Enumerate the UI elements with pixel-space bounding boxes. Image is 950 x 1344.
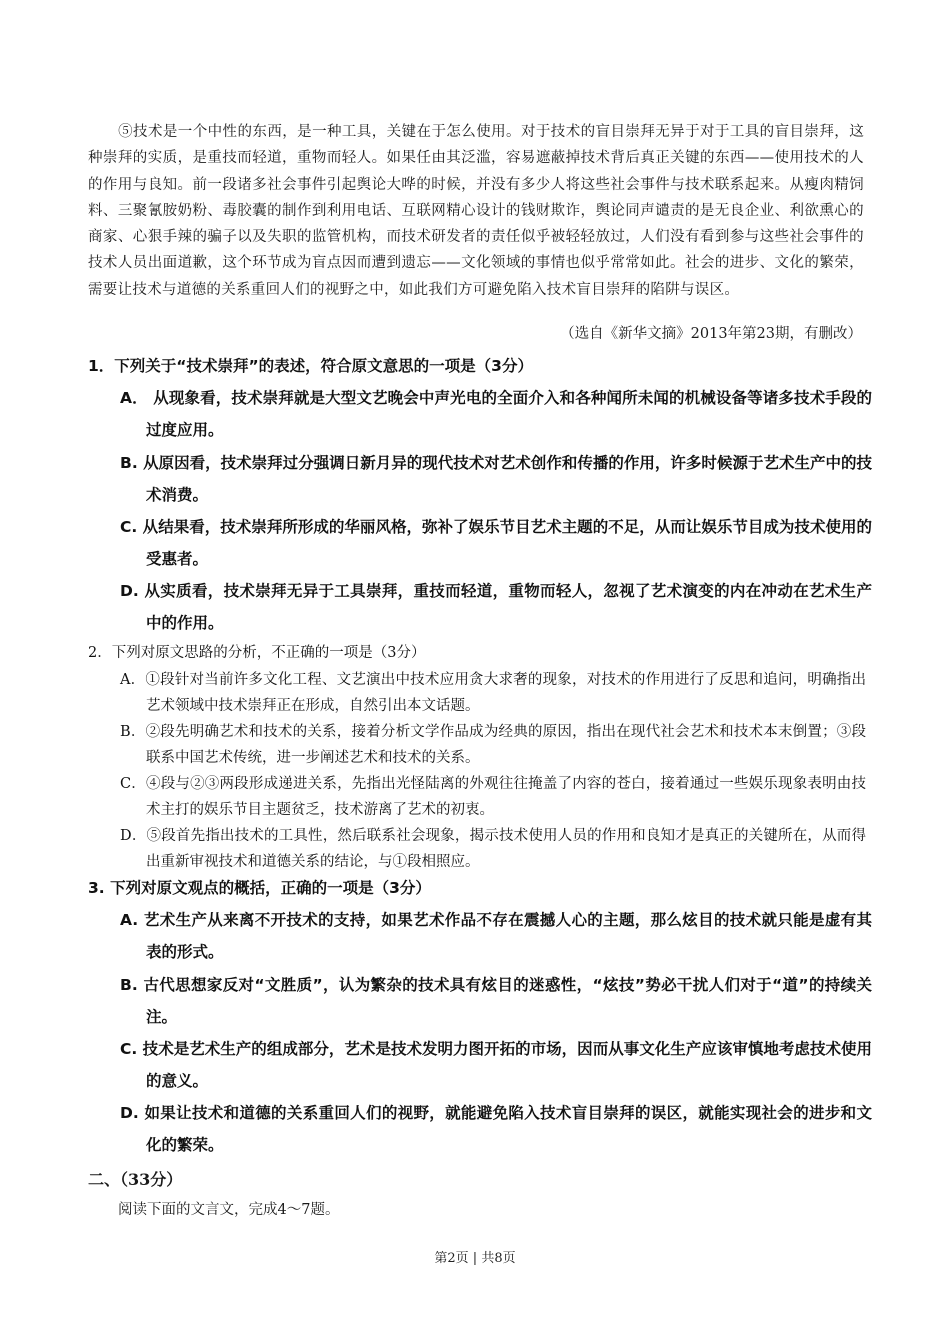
question-1-option-b[interactable]: B. 从原因看，技术崇拜过分强调日新月异的现代技术对艺术创作和传播的作用，许多时候源于艺术生产中的技术消费。 bbox=[120, 454, 872, 504]
question-2-option-b[interactable]: B．②段先明确艺术和技术的关系，接着分析文学作品成为经典的原因，指出在现代社会艺术和技术本末倒置；③段联系中国艺术传统，进一步阐述艺术和技术的关系。 bbox=[120, 724, 866, 766]
section-instruction: 阅读下面的文言文，完成4～7题。 bbox=[118, 1202, 340, 1218]
question-3-option-b[interactable]: B. 古代思想家反对“文胜质”，认为繁杂的技术具有炫目的迷惑性，“炫技”势必干扰人们对于“道”的持续关注。 bbox=[120, 976, 872, 1026]
question-3-option-a[interactable]: A. 艺术生产从来离不开技术的支持，如果艺术作品不存在震撼人心的主题，那么炫目的技术就只能是虚有其表的形式。 bbox=[120, 911, 872, 961]
question-3-stem: 3. 下列对原文观点的概括，正确的一项是（3分） bbox=[88, 879, 431, 897]
question-2-option-c[interactable]: C．④段与②③两段形成递进关系，先指出光怪陆离的外观往往掩盖了内容的苍白，接着通过一些娱乐现象表明由技术主打的娱乐节目主题贫乏，技术游离了艺术的初衷。 bbox=[120, 776, 866, 818]
question-2-stem: 2．下列对原文思路的分析，不正确的一项是（3分） bbox=[88, 645, 426, 661]
passage-source: （选自《新华文摘》2013年第23期，有删改） bbox=[560, 326, 862, 342]
question-2-option-d[interactable]: D．⑤段首先指出技术的工具性，然后联系社会现象，揭示技术使用人员的作用和良知才是真正的关键所在，从而得出重新审视技术和道德关系的结论，与①段相照应。 bbox=[120, 828, 866, 870]
question-1-option-a[interactable]: A． 从现象看，技术崇拜就是大型文艺晚会中声光电的全面介入和各种闻所未闻的机械设备等诸多技术手段的过度应用。 bbox=[120, 389, 872, 439]
question-1-option-c[interactable]: C. 从结果看，技术崇拜所形成的华丽风格，弥补了娱乐节目艺术主题的不足，从而让娱乐节目成为技术使用的受惠者。 bbox=[120, 518, 872, 568]
question-1-stem: 1．下列关于“技术崇拜”的表述，符合原文意思的一项是（3分） bbox=[88, 357, 533, 375]
passage-paragraph-5 bbox=[88, 119, 864, 303]
question-3-option-c[interactable]: C. 技术是艺术生产的组成部分，艺术是技术发明力图开拓的市场，因而从事文化生产应该审慎地考虑技术使用的意义。 bbox=[120, 1040, 872, 1090]
page-footer: 第2页 | 共8页 bbox=[434, 1251, 516, 1266]
question-2-option-a[interactable]: A．①段针对当前许多文化工程、文艺演出中技术应用贪大求奢的现象，对技术的作用进行了反思和追问，明确指出艺术领域中技术崇拜正在形成，自然引出本文话题。 bbox=[120, 672, 866, 714]
question-1-option-d[interactable]: D. 从实质看，技术崇拜无异于工具崇拜，重技而轻道，重物而轻人，忽视了艺术演变的内在冲动在艺术生产中的作用。 bbox=[120, 582, 872, 632]
question-3-option-d[interactable]: D. 如果让技术和道德的关系重回人们的视野，就能避免陷入技术盲目崇拜的误区，就能实现社会的进步和文化的繁荣。 bbox=[120, 1104, 872, 1154]
passage-text: ⑤技术是一个中性的东西，是一种工具，关键在于怎么使用。对于技术的盲目崇拜无异于对于工具的盲目崇拜，这种崇拜的实质，是重技而轻道，重物而轻人。如果任由其泛滥，容易遮蔽掉技术背后真正关键的东西——使用技术的人的作用与良知。前一段诸多社会事件引起舆论大哗的时候，并没有多少人将这些社会事件与技术联系起来。从瘦肉精饲料、三聚氰胺奶粉、毒胶囊的制作到利用电话、互联网精心设计的钱财欺诈，舆论同声谴责的是无良企业、利欲熏心的商家、心狠手辣的骗子以及失职的监管机构，而技术研发者的责任似乎被轻轻放过，人们没有看到参与这些社会事件的技术人员出面道歉，这个环节成为盲点因而遭到遗忘——文化领域的事情也似乎常常如此。社会的进步、文化的繁荣，需要让技术与道德的关系重回人们的视野之中，如此我们方可避免陷入技术盲目崇拜的陷阱与误区。 bbox=[88, 124, 864, 298]
section-heading: 二、（33分） bbox=[88, 1170, 183, 1189]
